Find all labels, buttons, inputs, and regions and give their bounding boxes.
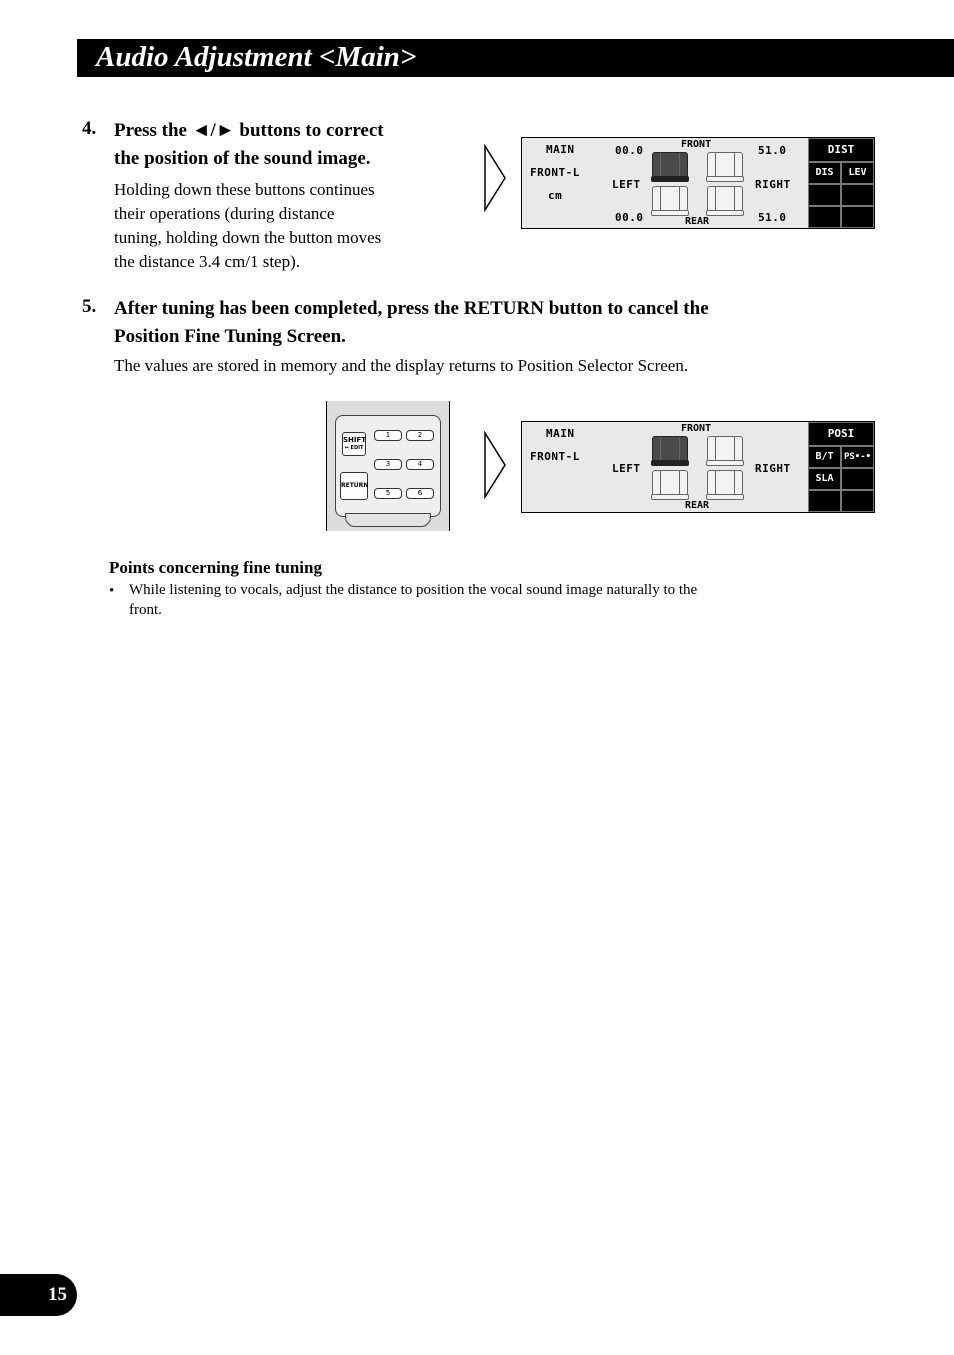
shift-label: SHIFT [343, 436, 367, 444]
key-6-button[interactable]: 6 [406, 488, 434, 499]
lcd-left-label: LEFT [612, 462, 641, 475]
seat-rear-right-base-icon [706, 210, 744, 216]
menu-button-ps[interactable]: PS•-• [841, 446, 874, 468]
lcd-right-label: RIGHT [755, 178, 791, 191]
menu-button-bt[interactable]: B/T [808, 446, 841, 468]
menu-empty-cell [808, 490, 841, 512]
step-5-heading-line1: After tuning has been completed, press the RETURN button to cancel the [114, 298, 709, 319]
step-5-number: 5. [82, 296, 97, 317]
step-4-body-line: Holding down these buttons continues [114, 180, 375, 199]
seat-rear-left-icon [652, 186, 688, 212]
seat-front-left-icon [652, 152, 688, 178]
lcd-front-label: FRONT [681, 139, 712, 150]
step-4-body [114, 178, 454, 274]
step-5-heading [114, 295, 914, 351]
points-item [129, 580, 869, 620]
lcd-main-label: MAIN [546, 143, 575, 156]
shift-button[interactable] [342, 432, 366, 456]
menu-empty-cell [841, 490, 874, 512]
seat-front-right-base-icon [706, 460, 744, 466]
step-4-number: 4. [82, 118, 97, 139]
points-heading: Points concerning fine tuning [109, 558, 322, 577]
step-4-body-line: their operations (during distance [114, 204, 335, 223]
remote-keypad [335, 415, 441, 517]
points-item-line2: front. [129, 602, 162, 618]
lcd-menu-panel [808, 138, 874, 228]
seat-front-right-icon [707, 436, 743, 462]
lcd-value-rear-left: 00.0 [615, 211, 644, 224]
arrow-right-icon [483, 431, 507, 499]
step-4-body-line: tuning, holding down the button moves [114, 228, 382, 247]
menu-empty-cell [808, 206, 841, 228]
key-3-button[interactable]: 3 [374, 459, 402, 470]
step-5-heading-line2: Position Fine Tuning Screen. [114, 326, 346, 347]
lcd-menu-panel [808, 422, 874, 512]
seat-rear-left-base-icon [651, 210, 689, 216]
seat-front-right-icon [707, 152, 743, 178]
page-number-tab [0, 1274, 77, 1316]
lcd-mode-label: FRONT-L [530, 450, 580, 463]
lcd-value-front-left: 00.0 [615, 144, 644, 157]
seat-front-left-base-icon [651, 176, 689, 182]
step-4-heading-line1: Press the ◄/► buttons to correct [114, 120, 384, 141]
lcd-rear-label: REAR [685, 500, 710, 511]
seat-front-left-base-icon [651, 460, 689, 466]
edit-label: ↔ EDIT [344, 445, 364, 451]
lcd-rear-label: REAR [685, 216, 710, 227]
menu-empty-cell [841, 184, 874, 206]
seat-front-left-icon [652, 436, 688, 462]
step-4-heading [114, 117, 454, 173]
step-5-body: The values are stored in memory and the display returns to Position Selector Screen. [114, 356, 689, 375]
menu-empty-cell [841, 468, 874, 490]
lcd-left-label: LEFT [612, 178, 641, 191]
page-number: 15 [48, 1284, 67, 1305]
menu-button-lev[interactable]: LEV [841, 162, 874, 184]
key-5-button[interactable]: 5 [374, 488, 402, 499]
key-2-button[interactable]: 2 [406, 430, 434, 441]
lcd-front-label: FRONT [681, 423, 712, 434]
menu-title-posi: POSI [808, 422, 874, 446]
seat-front-right-base-icon [706, 176, 744, 182]
step-4-heading-line2: the position of the sound image. [114, 148, 371, 169]
bullet-icon: • [109, 583, 115, 599]
key-4-button[interactable]: 4 [406, 459, 434, 470]
lcd-mode-label: FRONT-L [530, 166, 580, 179]
menu-button-sla[interactable]: SLA [808, 468, 841, 490]
menu-button-dis[interactable]: DIS [808, 162, 841, 184]
menu-title-dist: DIST [808, 138, 874, 162]
lcd-display-distance [521, 137, 875, 229]
return-button[interactable]: RETURN [340, 472, 368, 500]
seat-rear-left-icon [652, 470, 688, 496]
menu-empty-cell [808, 184, 841, 206]
menu-empty-cell [841, 206, 874, 228]
arrow-right-icon [483, 144, 507, 212]
seat-rear-right-icon [707, 186, 743, 212]
remote-bottom-key [345, 513, 431, 527]
page-title: Audio Adjustment <Main> [96, 41, 417, 73]
lcd-main-label: MAIN [546, 427, 575, 440]
remote-control [326, 401, 450, 531]
lcd-unit-label: cm [548, 189, 563, 202]
seat-rear-left-base-icon [651, 494, 689, 500]
step-4-body-line: the distance 3.4 cm/1 step). [114, 252, 301, 271]
title-bar [77, 39, 954, 77]
lcd-display-position [521, 421, 875, 513]
lcd-value-front-right: 51.0 [758, 144, 787, 157]
seat-rear-right-base-icon [706, 494, 744, 500]
lcd-value-rear-right: 51.0 [758, 211, 787, 224]
points-item-line1: While listening to vocals, adjust the distance to position the vocal sound image naturally to the [129, 582, 698, 598]
seat-rear-right-icon [707, 470, 743, 496]
key-1-button[interactable]: 1 [374, 430, 402, 441]
lcd-right-label: RIGHT [755, 462, 791, 475]
